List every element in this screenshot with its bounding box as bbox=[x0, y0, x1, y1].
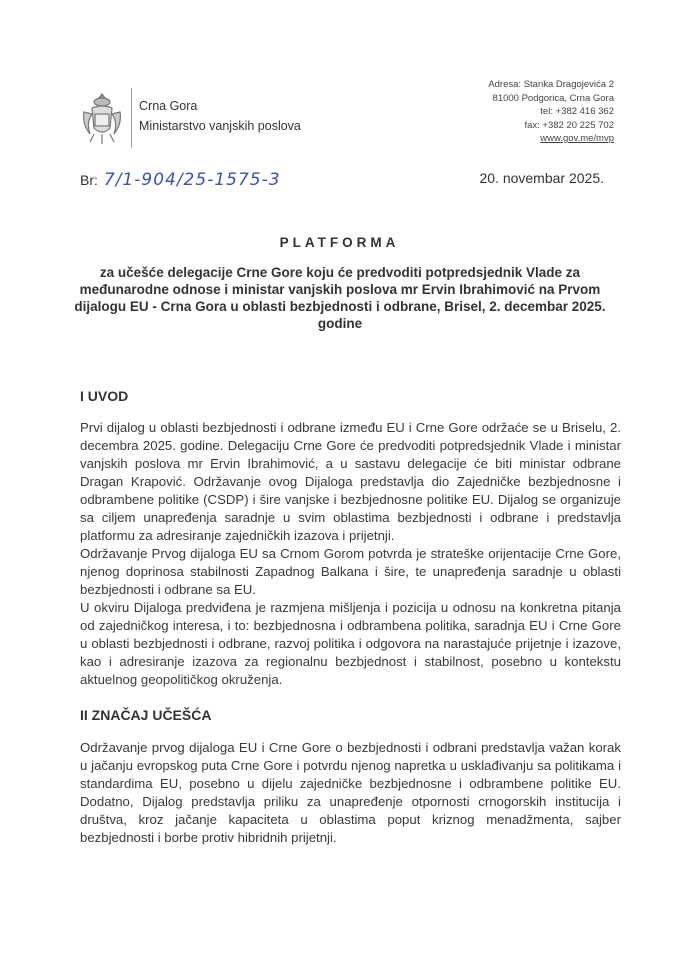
fax: fax: +382 20 225 702 bbox=[524, 119, 614, 131]
contact-block bbox=[488, 78, 614, 146]
letterhead-divider bbox=[131, 88, 132, 148]
reference-handwritten: 7/1-904/25-1575-3 bbox=[103, 170, 281, 190]
ministry-name: Ministarstvo vanjskih poslova bbox=[139, 119, 301, 133]
section-heading-uvod: I UVOD bbox=[80, 388, 129, 404]
document-subtitle: za učešće delegacije Crne Gore koju će predvoditi potpredsjednik Vlade za međunarodne odnose i ministar vanjskih poslova mr Ervin Ibrahimović na Prvom dijalogu EU - Crna Gora u oblasti bezbjednosti i odbrane, Brisel, 2. decembar 2025. godine bbox=[74, 265, 606, 331]
address-line: Adresa: Stanka Dragojevića 2 bbox=[488, 79, 614, 90]
paragraph: Održavanje prvog dijaloga EU i Crne Gore o bezbjednosti i odbrani predstavlja važan korak u jačanju evropskog puta Crne Gore i potvrdu njenog napretka u usklađivanju sa politikama i standardima EU, posebno u dijelu zajedničke bezbjednosne i odbrambene politike EU. Dodatno, Dijalog predstavlja priliku za unapređenje otpornosti crnogorskih institucija i društva, kroz jačanje kapaciteta u oblastima poput kriznog menadžmenta, sajber bezbjednosti i borbe protiv hibridnih prijetnji. bbox=[80, 740, 621, 845]
country-name: Crna Gora bbox=[139, 99, 198, 113]
reference-label: Br: bbox=[80, 172, 98, 188]
document-date: 20. novembar 2025. bbox=[479, 170, 604, 186]
paragraph: Prvi dijalog u oblasti bezbjednosti i odbrane između EU i Crne Gore održaće se u Briselu, 2. decembra 2025. godine. Delegaciju Crne Gore će predvoditi potpredsjednik Vlade i ministar vanjskih poslova mr Ervin Ibrahimović, a u sastavu delegacije će biti ministar odbrane Dragan Krapović. Održavanje ovog Dijaloga predstavlja dio Zajedničke bezbjednosne i odbrambene politike (CSDP) i šire vanjske i bezbjednosne politike EU. Dijalog se organizuje sa ciljem unapređenja saradnje u svim oblastima bezbjednosti i odbrane i predstavlja platformu za adresiranje zajedničkih izazova i prijetnji. bbox=[80, 420, 621, 543]
coat-of-arms-icon bbox=[80, 90, 124, 146]
address-city: 81000 Podgorica, Crna Gora bbox=[492, 92, 614, 104]
paragraph: U okviru Dijaloga predviđena je razmjena mišljenja i pozicija u odnosu na konkretna pitanja od zajedničkog interesa, i to: bezbjednosna i odbrambena politika, saradnja EU i Crne Gore u oblasti bezbjednosti i odbrane, razvoj politika i odgovora na narastajuće prijetnje i izazove, kao i adresiranje izazova za regionalnu bezbjednost i stabilnost, posebno u kontekstu aktuelnog geopolitičkog okruženja. bbox=[80, 600, 621, 687]
reference-number bbox=[80, 170, 281, 190]
document-title: PLATFORMA bbox=[279, 235, 400, 250]
section-heading-znacaj: II ZNAČAJ UČEŠĆA bbox=[80, 707, 212, 723]
website-link[interactable]: www.gov.me/mvp bbox=[540, 133, 614, 144]
letterhead-org bbox=[139, 96, 301, 136]
paragraph: Održavanje Prvog dijaloga EU sa Crnom Gorom potvrda je strateške orijentacije Crne Gore, njenog doprinosa stabilnosti Zapadnog Balkana i šire, te unapređenja saradnje u oblasti bezbjednosti i odbrane sa EU. bbox=[80, 546, 621, 597]
phone: tel: +382 416 362 bbox=[540, 106, 614, 117]
